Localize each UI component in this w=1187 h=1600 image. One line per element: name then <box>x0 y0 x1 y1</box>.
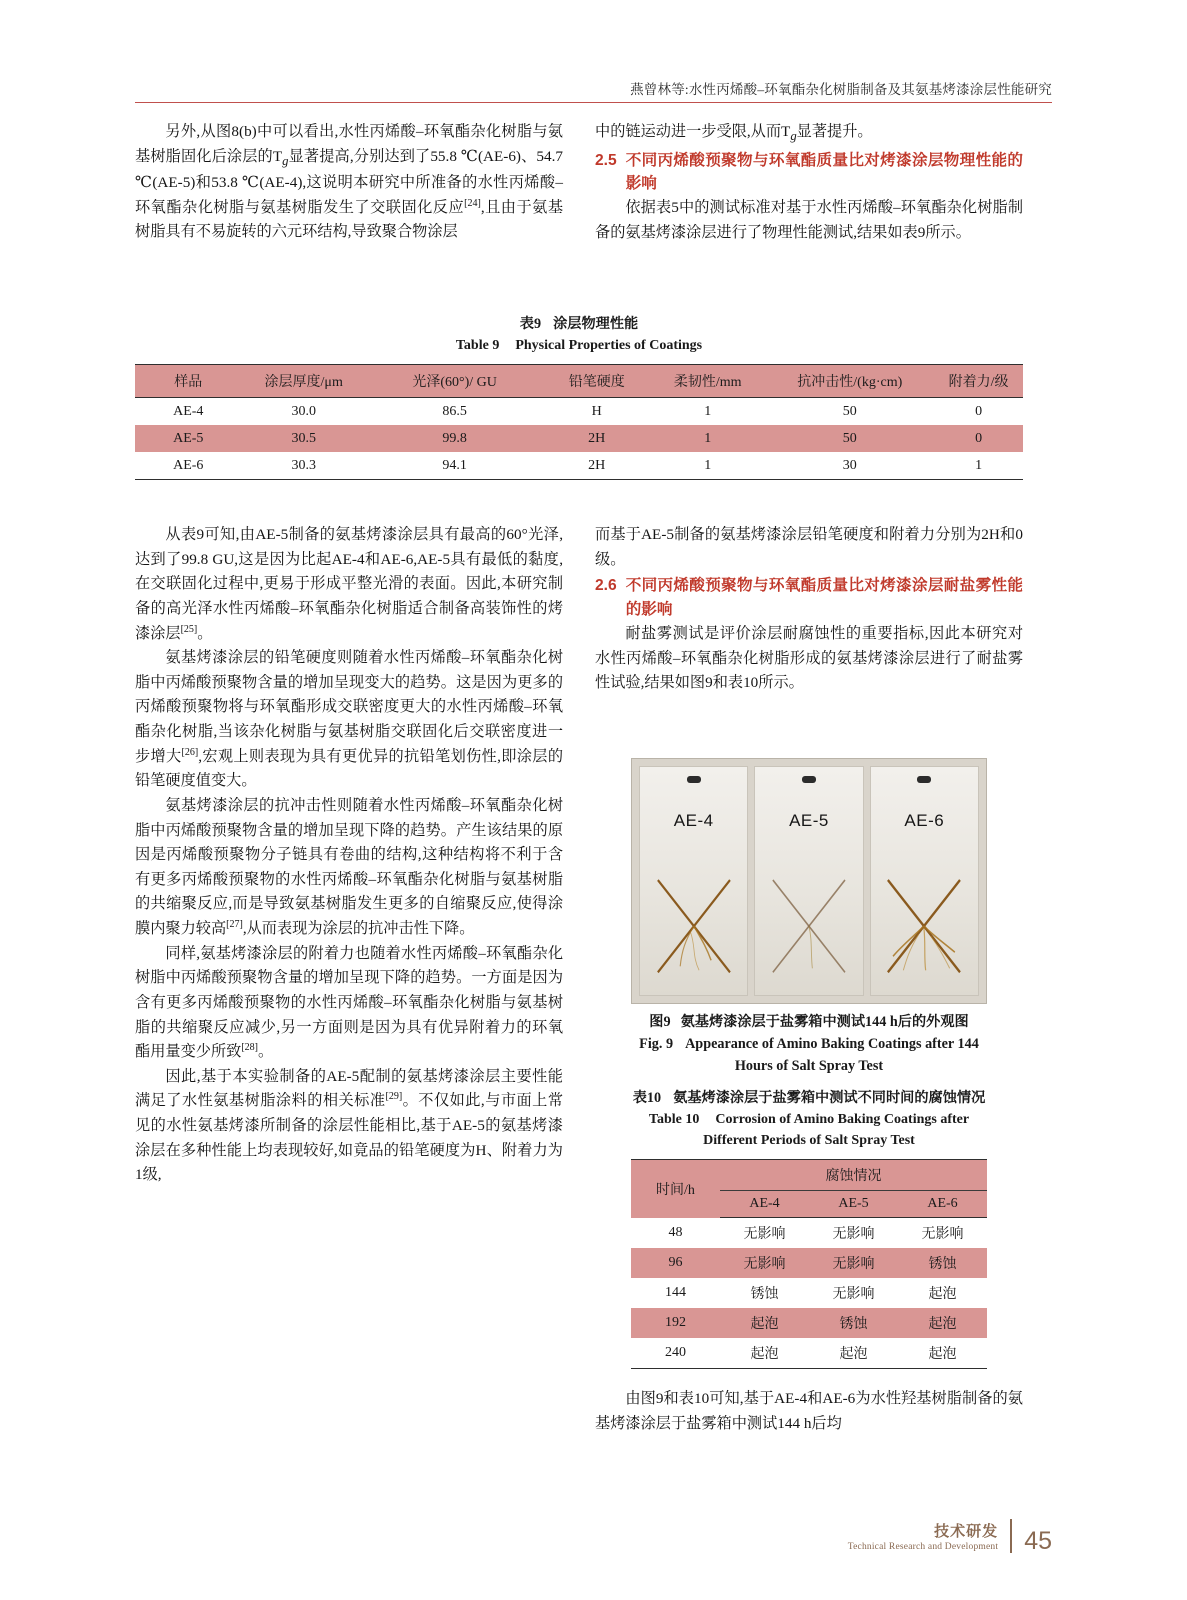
table-9-r2c4: 1 <box>650 452 765 480</box>
table-10-r2c1: 锈蚀 <box>750 1287 779 1303</box>
paragraph-left-6 <box>135 1065 563 1188</box>
table-10-label-cn: 表10 <box>632 1090 662 1106</box>
table-9-r1c3: 2H <box>543 425 650 452</box>
paragraph-left-6-part2: 。不仅如此,与市面上常见的水性氨基烤漆所制备的涂层性能相比,基于AE-5的氨基烤漆涂层在多种性能上均表现较好,如竟品的铅笔硬度为H、附着力为1级, <box>135 1092 564 1184</box>
table-9-r2c2: 94.1 <box>366 452 544 480</box>
panel-hole-icon <box>917 776 931 783</box>
section-title-2-5: 不同丙烯酸预聚物与环氧酯质量比对烤漆涂层物理性能的影响 <box>625 151 1023 192</box>
paragraph-left-2-part2: 。 <box>197 624 213 642</box>
table-9-title-cn: 涂层物理性能 <box>553 316 639 332</box>
paragraph-right-2: 而基于AE-5制备的氨基烤漆涂层铅笔硬度和附着力分别为2H和0级。 <box>595 526 1023 568</box>
table-10-block <box>595 1088 1023 1369</box>
table-9-caption <box>135 314 1023 356</box>
panel-label-ae4: AE-4 <box>673 811 714 830</box>
table-10-subcol-2: AE-6 <box>898 1191 987 1218</box>
table-10-title-en-2: Different Periods of Salt Spray Test <box>703 1133 915 1149</box>
paragraph-left-2-part1: 从表9可知,由AE-5制备的氨基烤漆涂层具有最高的60°光泽,达到了99.8 GU,这是因为比起AE-4和AE-6,AE-5具有最低的黏度,在交联固化过程中,更易于形成平整光滑的表面。因此,本研究制备的高光泽水性丙烯酸–环氧酯杂化树脂适合制备高装饰性的烤漆涂层 <box>135 526 563 642</box>
table-9-r1c1: 30.5 <box>242 425 366 452</box>
table-9-col-6: 附着力/级 <box>934 365 1023 398</box>
figure-9-title-en-2: Hours of Salt Spray Test <box>734 1058 884 1074</box>
footer-brand-en: Technical Research and Development <box>847 1542 999 1553</box>
figure-9-panel-ae4 <box>639 766 748 996</box>
table-10-r1c3: 锈蚀 <box>898 1248 987 1278</box>
table-9-r0c1: 30.0 <box>291 403 316 419</box>
panel-hole-icon <box>802 776 816 783</box>
section-number-2-5: 2.5 <box>595 151 617 169</box>
citation-28: [28] <box>241 1042 258 1054</box>
table-9-r0c5: 50 <box>842 403 857 419</box>
paragraph-left-2 <box>135 523 563 646</box>
paragraph-left-3 <box>135 646 563 794</box>
table-9-r1c0: AE-5 <box>135 425 242 452</box>
table-9-r0c3: H <box>591 403 602 419</box>
running-head: 燕曾林等:水性丙烯酸–环氧酯杂化树脂制备及其氨基烤漆涂层性能研究 <box>630 82 1052 97</box>
figure-9-panel-ae5 <box>754 766 863 996</box>
table-10-caption-en <box>595 1109 1023 1130</box>
figure-9-panel-ae6 <box>870 766 979 996</box>
table-9-r0c2: 86.5 <box>442 403 467 419</box>
table-9-r1c4: 1 <box>650 425 765 452</box>
table-9-r2c5: 30 <box>765 452 934 480</box>
table-9-r2c0: AE-6 <box>135 452 242 480</box>
table-9-caption-en <box>135 335 1023 356</box>
table-10-r3c0: 192 <box>631 1308 720 1338</box>
table-9-r2c6: 1 <box>934 452 1023 480</box>
table-10-r3c2: 锈蚀 <box>809 1308 898 1338</box>
table-9-r2c1: 30.3 <box>242 452 366 480</box>
table-9-r1c5: 50 <box>765 425 934 452</box>
left-column-top <box>135 120 563 245</box>
corrosion-scratch-marks <box>881 876 967 976</box>
table-9-header-row <box>135 365 1023 398</box>
panel-hole-icon <box>687 776 701 783</box>
paragraph-left-3-part2: ,宏观上则表现为具有更优异的抗铅笔划伤性,即涂层的铅笔硬度值变大。 <box>135 747 564 790</box>
table-9-col-3: 铅笔硬度 <box>543 365 650 398</box>
figure-9-title-en-1: Appearance of Amino Baking Coatings after 144 <box>685 1036 979 1052</box>
figure-9-image <box>631 758 987 1004</box>
table-10-r0c1: 无影响 <box>743 1227 786 1243</box>
table-row <box>631 1218 987 1249</box>
corrosion-scratch-marks <box>651 876 737 976</box>
table-9-r1c6: 0 <box>934 425 1023 452</box>
paragraph-left-5 <box>135 942 563 1065</box>
table-10-col-group: 腐蚀情况 <box>720 1160 987 1191</box>
citation-25: [25] <box>180 623 198 635</box>
table-row <box>631 1308 987 1338</box>
table-10-r1c0: 96 <box>631 1248 720 1278</box>
citation-29: [29] <box>385 1091 403 1103</box>
table-9-r0c0: AE-4 <box>173 403 204 419</box>
table-row <box>135 452 1023 480</box>
table-10-title-cn: 氨基烤漆涂层于盐雾箱中测试不同时间的腐蚀情况 <box>673 1090 986 1106</box>
section-heading-2-6 <box>595 574 1023 621</box>
table-10-r0c0: 48 <box>668 1225 683 1241</box>
table-9-r0c6: 0 <box>975 403 983 419</box>
table-10-r4c0: 240 <box>631 1338 720 1369</box>
table-10-col-time: 时间/h <box>631 1160 720 1218</box>
table-9-col-2: 光泽(60°)/ GU <box>366 365 544 398</box>
table-10-caption-cn <box>595 1088 1023 1109</box>
footer-brand <box>848 1523 998 1554</box>
table-10-r2c0: 144 <box>665 1285 686 1301</box>
right-column-top <box>595 120 1023 246</box>
paragraph-right-3: 耐盐雾测试是评价涂层耐腐蚀性的重要指标,因此本研究对水性丙烯酸–环氧酯杂化树脂形成的氨基烤漆涂层进行了耐盐雾性试验,结果如图9和表10所示。 <box>595 625 1023 692</box>
paragraph-left-1 <box>135 120 563 245</box>
section-heading-2-5 <box>595 149 1023 196</box>
table-row <box>631 1338 987 1369</box>
paragraph-left-5-part1: 同样,氨基烤漆涂层的附着力也随着水性丙烯酸–环氧酯杂化树脂中丙烯酸预聚物含量的增加呈现下降的趋势。一方面是因为含有更多丙烯酸预聚物的水性丙烯酸–环氧酯杂化树脂与氨基树脂的共缩聚反应减少,另一方面则是因为具有优异附着力的环氧酯用量变少所致 <box>135 944 563 1061</box>
subscript-g-1: g <box>282 153 289 168</box>
table-9-label-cn: 表9 <box>519 316 542 332</box>
paragraph-left-4 <box>135 794 563 942</box>
right-column-body <box>595 523 1023 696</box>
table-9-title-en: Physical Properties of Coatings <box>515 338 703 354</box>
table-10-r2c3: 起泡 <box>928 1287 957 1303</box>
citation-26: [26] <box>181 746 199 758</box>
table-9-col-1: 涂层厚度/μm <box>242 365 366 398</box>
table-10-r4c2: 起泡 <box>809 1338 898 1369</box>
table-9-r0c4: 1 <box>704 403 712 419</box>
left-column-body <box>135 523 563 1188</box>
table-10-subcol-0: AE-4 <box>720 1191 809 1218</box>
subscript-g-2: g <box>790 129 797 144</box>
table-10-r1c1: 无影响 <box>720 1248 809 1278</box>
paragraph-right-0 <box>595 120 1023 147</box>
paragraph-left-1-part2: 显著提高,分别达到了55.8 ℃(AE-6)、54.7 ℃(AE-5)和53.8 ℃(AE-4),这说明本研究中所准备的水性丙烯酸–环氧酯杂化树脂与氨基树脂发生了交联固化反应 <box>135 147 563 216</box>
paragraph-left-1-part3: ,且由于氨基树脂具有不易旋转的六元环结构,导致聚合物涂层 <box>135 198 564 241</box>
paragraph-left-4-part1: 氨基烤漆涂层的抗冲击性则随着水性丙烯酸–环氧酯杂化树脂中丙烯酸预聚物含量的增加呈现下降的趋势。产生该结果的原因是丙烯酸预聚物分子链具有卷曲的结构,这种结构将不利于含有更多丙烯酸预聚物的水性丙烯酸–环氧酯杂化树脂与氨基树脂的共缩聚反应,而是导致氨基树脂发生更多的自缩聚反应,使得涂膜内聚力较高 <box>135 796 563 937</box>
table-10-r1c2: 无影响 <box>809 1248 898 1278</box>
paragraph-left-3-part1: 氨基烤漆涂层的铅笔硬度则随着水性丙烯酸–环氧酯杂化树脂中丙烯酸预聚物含量的增加呈现变大的趋势。这是因为更多的丙烯酸预聚物将与环氧酯形成交联密度更大的水性丙烯酸–环氧酯杂化树脂,当该杂化树脂与氨基树脂交联固化后交联密度进一步增大 <box>135 649 563 765</box>
table-9-r1c2: 99.8 <box>366 425 544 452</box>
table-10 <box>631 1159 987 1369</box>
figure-9-caption <box>595 1011 1023 1077</box>
table-10-caption <box>595 1088 1023 1151</box>
page-footer <box>848 1519 1052 1554</box>
table-row <box>135 425 1023 452</box>
paragraph-left-6-part1: 因此,基于本实验制备的AE-5配制的氨基烤漆涂层主要性能满足了水性氨基树脂涂料的相关标准 <box>135 1067 563 1110</box>
corrosion-scratch-marks <box>766 876 852 976</box>
figure-9-title-cn: 氨基烤漆涂层于盐雾箱中测试144 h后的外观图 <box>680 1014 969 1030</box>
section-number-2-6: 2.6 <box>595 577 617 595</box>
paragraph-left-5-part2: 。 <box>258 1043 274 1061</box>
table-9-col-4: 柔韧性/mm <box>650 365 765 398</box>
figure-9-caption-en <box>595 1033 1023 1055</box>
table-10-label-en: Table 10 <box>648 1112 700 1128</box>
table-9 <box>135 364 1023 480</box>
footer-divider <box>1010 1519 1012 1553</box>
paragraph-right-1: 依据表5中的测试标准对基于水性丙烯酸–环氧酯杂化树脂制备的氨基烤漆涂层进行了物理性能测试,结果如表9所示。 <box>595 199 1023 241</box>
table-row <box>631 1278 987 1308</box>
table-9-col-0: 样品 <box>135 365 242 398</box>
footer-brand-cn: 技术研发 <box>934 1524 999 1541</box>
table-9-col-5: 抗冲击性/(kg·cm) <box>765 365 934 398</box>
table-10-r2c2: 无影响 <box>832 1287 875 1303</box>
panel-label-ae6: AE-6 <box>904 811 945 830</box>
header-rule <box>135 102 1052 103</box>
paragraph-right-0-part1: 中的链运动进一步受限,从而T <box>595 123 791 140</box>
figure-9-caption-cn <box>595 1011 1023 1033</box>
paragraph-right-4: 由图9和表10可知,基于AE-4和AE-6为水性羟基树脂制备的氨基烤漆涂层于盐雾箱中测试144 h后均 <box>595 1390 1023 1432</box>
section-title-2-6: 不同丙烯酸预聚物与环氧酯质量比对烤漆涂层耐盐雾性能的影响 <box>625 577 1023 618</box>
paragraph-left-4-part2: ,从而表现为涂层的抗冲击性下降。 <box>242 920 475 937</box>
panel-label-ae5: AE-5 <box>789 811 829 830</box>
table-9-block <box>135 314 1023 480</box>
table-row <box>135 398 1023 426</box>
citation-24: [24] <box>464 197 481 209</box>
table-10-r3c3: 起泡 <box>898 1308 987 1338</box>
table-10-r3c1: 起泡 <box>720 1308 809 1338</box>
table-9-r2c3: 2H <box>543 452 650 480</box>
table-9-caption-cn <box>135 314 1023 335</box>
table-10-title-en-1: Corrosion of Amino Baking Coatings after <box>715 1112 970 1128</box>
table-10-r0c2: 无影响 <box>832 1227 875 1243</box>
citation-27: [27] <box>226 918 243 930</box>
figure-9-block <box>595 758 1023 1077</box>
page-number: 45 <box>1024 1527 1052 1555</box>
table-10-r4c1: 起泡 <box>720 1338 809 1369</box>
figure-9-label-cn: 图9 <box>649 1014 671 1030</box>
paragraph-right-0-part2: 显著提升。 <box>796 123 873 140</box>
figure-9-label-en: Fig. 9 <box>639 1036 674 1052</box>
table-10-header-row-1 <box>631 1160 987 1191</box>
table-row <box>631 1248 987 1278</box>
table-10-r4c3: 起泡 <box>898 1338 987 1369</box>
table-9-label-en: Table 9 <box>455 338 500 354</box>
paragraph-left-1-part1: 另外,从图8(b)中可以看出,水性丙烯酸–环氧酯杂化树脂与氨基树脂固化后涂层的T <box>135 123 563 165</box>
table-10-subcol-1: AE-5 <box>809 1191 898 1218</box>
right-column-tail <box>595 1387 1023 1436</box>
table-10-r0c3: 无影响 <box>921 1227 964 1243</box>
